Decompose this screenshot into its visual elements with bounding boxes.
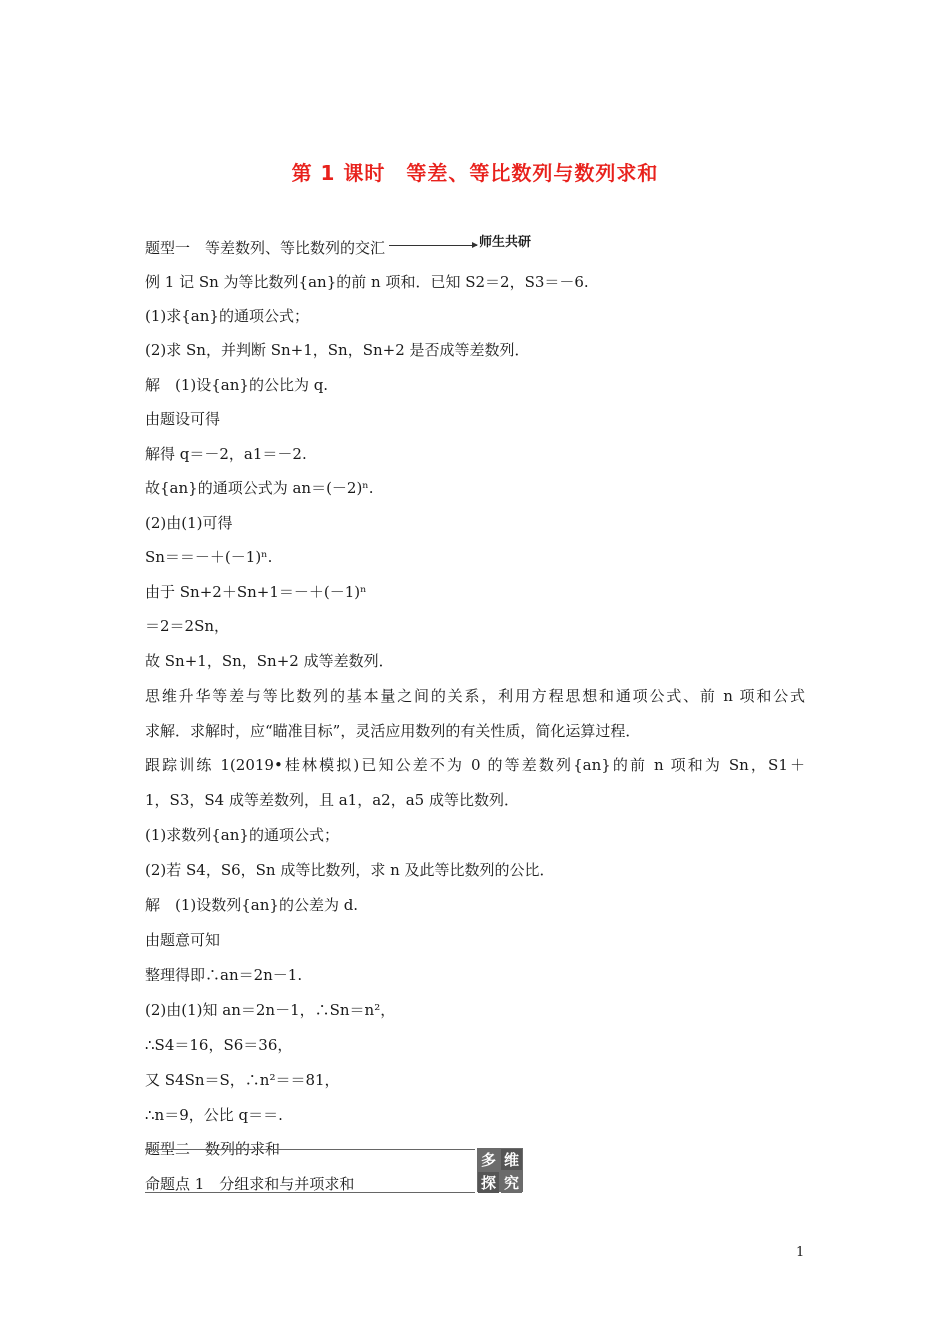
solution-line: (2)由(1)可得	[145, 514, 233, 532]
section-heading-1	[145, 235, 532, 258]
solution-line: (2)由(1)知 an＝2n－1，∴Sn＝n²，	[145, 1001, 396, 1019]
badge-char: 探	[478, 1172, 499, 1193]
solution-line: ∴S4＝16，S6＝36，	[145, 1036, 293, 1054]
solution-line: 由题意可知	[145, 931, 221, 949]
example-1-part-2: (2)求 Sn，并判断 Sn+1，Sn，Sn+2 是否成等差数列．	[145, 341, 530, 359]
subsection-heading: 命题点 1 分组求和与并项求和	[145, 1175, 355, 1193]
badge-char: 究	[501, 1172, 522, 1193]
section-heading-2: 题型二 数列的求和	[145, 1140, 281, 1158]
summary-line: 求解．求解时，应“瞄准目标”，灵活应用数列的有关性质，简化运算过程．	[145, 722, 641, 740]
exercise-statement: 1，S3，S4 成等差数列，且 a1，a2，a5 成等比数列．	[145, 791, 519, 809]
example-1-part-1: (1)求{an}的通项公式；	[145, 307, 309, 325]
solution-line: 解得 q＝－2，a1＝－2.	[145, 445, 307, 463]
section-tag: 师生共研	[479, 235, 532, 250]
solution-line: 又 S4Sn＝S，∴n²＝＝81，	[145, 1071, 340, 1089]
solution-line: 由于 Sn+2＋Sn+1＝－＋(－1)ⁿ	[145, 583, 367, 601]
exercise-statement: 跟踪训练 1(2019•桂林模拟)已知公差不为 0 的等差数列{an}的前 n 项和为 Sn，S1＋	[145, 756, 805, 774]
solution-line: ＝2＝2Sn，	[145, 617, 230, 635]
multi-explore-badge	[477, 1148, 523, 1192]
solution-line: 故 Sn+1，Sn，Sn+2 成等差数列．	[145, 652, 394, 670]
badge-char: 多	[478, 1149, 499, 1170]
section-label: 题型一 等差数列、等比数列的交汇	[145, 239, 386, 257]
solution-line: 由题设可得	[145, 410, 221, 428]
solution-heading: 解 (1)设{an}的公比为 q.	[145, 376, 329, 394]
solution-line: 整理得即∴an＝2n－1.	[145, 966, 303, 984]
arrow-icon	[389, 245, 477, 246]
divider	[145, 1149, 475, 1150]
page-number: 1	[796, 1245, 805, 1260]
solution-line: 故{an}的通项公式为 an＝(－2)ⁿ.	[145, 479, 374, 497]
exercise-part-2: (2)若 S4，S6，Sn 成等比数列，求 n 及此等比数列的公比．	[145, 861, 555, 879]
solution-heading: 解 (1)设数列{an}的公差为 d.	[145, 896, 359, 914]
solution-line: Sn＝＝－＋(－1)ⁿ.	[145, 548, 273, 566]
badge-char: 维	[501, 1149, 522, 1170]
solution-line: ∴n＝9，公比 q＝＝.	[145, 1106, 283, 1124]
example-1-statement: 例 1 记 Sn 为等比数列{an}的前 n 项和．已知 S2＝2，S3＝－6.	[145, 273, 589, 291]
summary-line: 思维升华等差与等比数列的基本量之间的关系，利用方程思想和通项公式、前 n 项和公式	[145, 687, 805, 705]
exercise-part-1: (1)求数列{an}的通项公式；	[145, 826, 339, 844]
page-title: 第 1 课时 等差、等比数列与数列求和	[291, 161, 659, 185]
divider	[145, 1192, 475, 1193]
